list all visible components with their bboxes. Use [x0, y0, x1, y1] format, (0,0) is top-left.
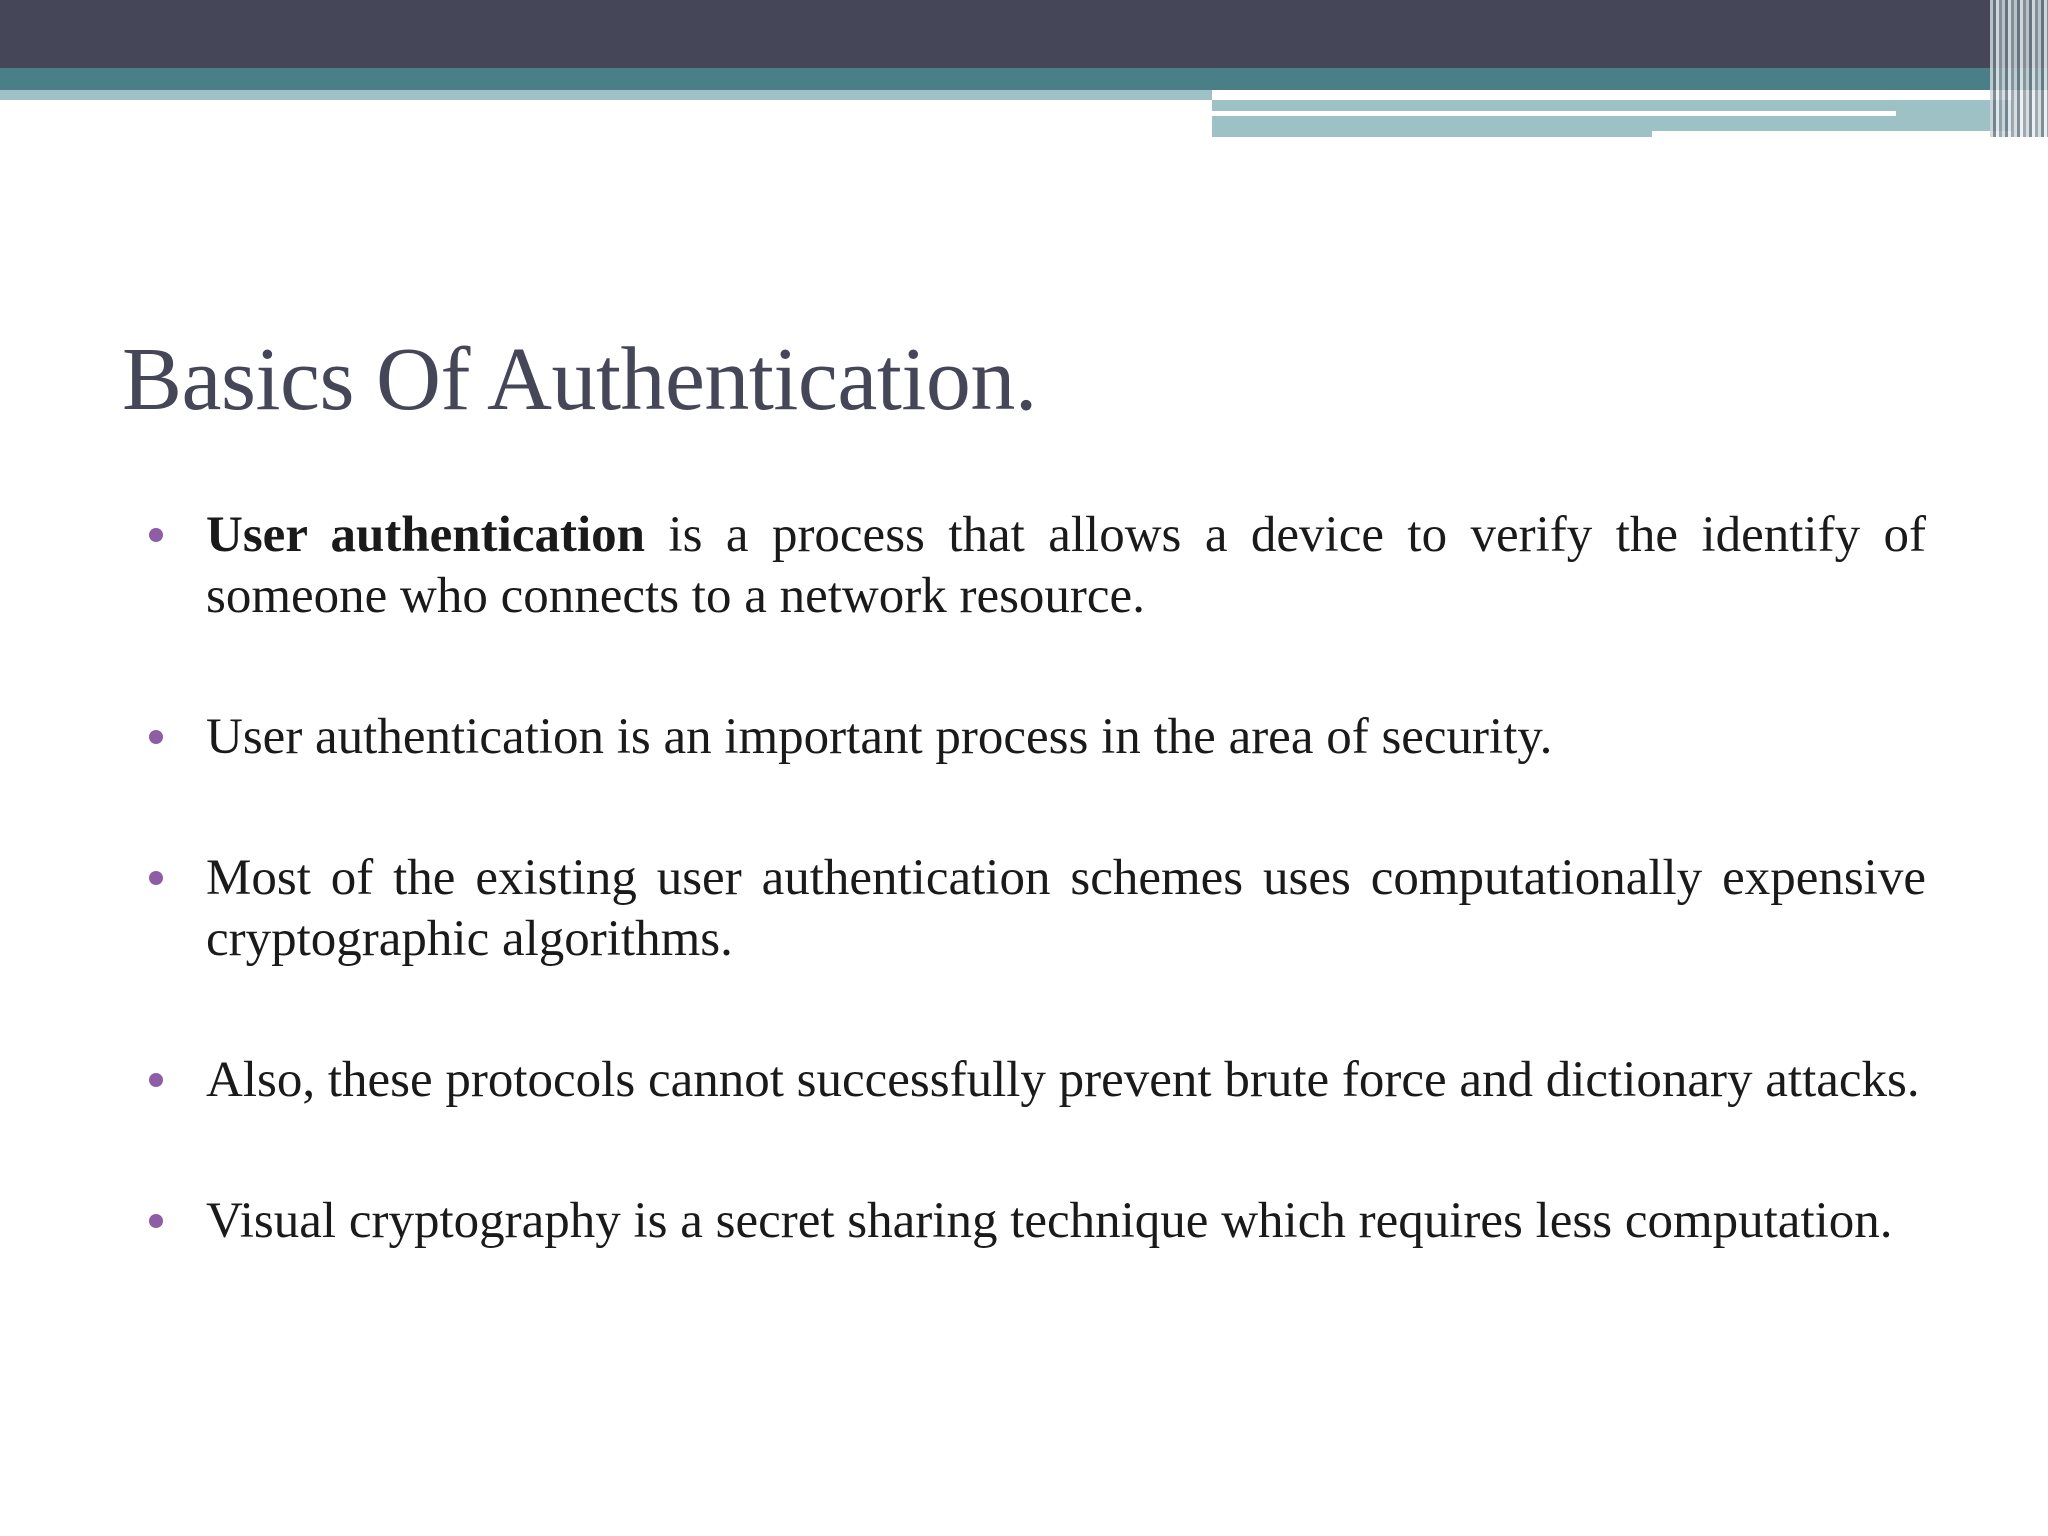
header-accent-notch: [1652, 131, 2012, 137]
bullet-body: Visual cryptography is a secret sharing technique which requires less computation.: [206, 1193, 1893, 1249]
bullet-text: [206, 1193, 1893, 1249]
header-band-teal: [0, 68, 2048, 90]
bullet-list: [146, 505, 1926, 1252]
bullet-body: Also, these protocols cannot successfully prevent brute force and dictionary attacks.: [206, 1052, 1920, 1108]
bullet-item: [146, 1050, 1926, 1111]
bullet-item: [146, 1191, 1926, 1252]
bullet-dot-icon: [149, 871, 163, 885]
bullet-dot-icon: [149, 1214, 163, 1228]
bullet-text: [206, 850, 1926, 967]
bullet-body: Most of the existing user authentication schemes uses computationally expensive cryptographic algorithms.: [206, 850, 1926, 967]
header-band-dark: [0, 0, 2048, 68]
header-edge-stripes: [1990, 0, 2048, 137]
bullet-bold-term: User authentication: [206, 507, 645, 563]
bullet-item: [146, 707, 1926, 768]
bullet-item: [146, 848, 1926, 970]
bullet-dot-icon: [149, 730, 163, 744]
bullet-text: [206, 1052, 1920, 1108]
header-accent-line: [1212, 111, 1896, 116]
bullet-body: is a process that allows a device to verify the identify of someone who connects to a network resource.: [206, 507, 1926, 624]
bullet-text: [206, 507, 1926, 624]
bullet-text: [206, 709, 1552, 765]
bullet-dot-icon: [149, 1073, 163, 1087]
slide-title: Basics Of Authentication.: [122, 330, 1037, 429]
bullet-dot-icon: [149, 528, 163, 542]
header-band-light-left: [0, 90, 1212, 100]
bullet-body: User authentication is an important process in the area of security.: [206, 709, 1553, 765]
bullet-item: [146, 505, 1926, 627]
